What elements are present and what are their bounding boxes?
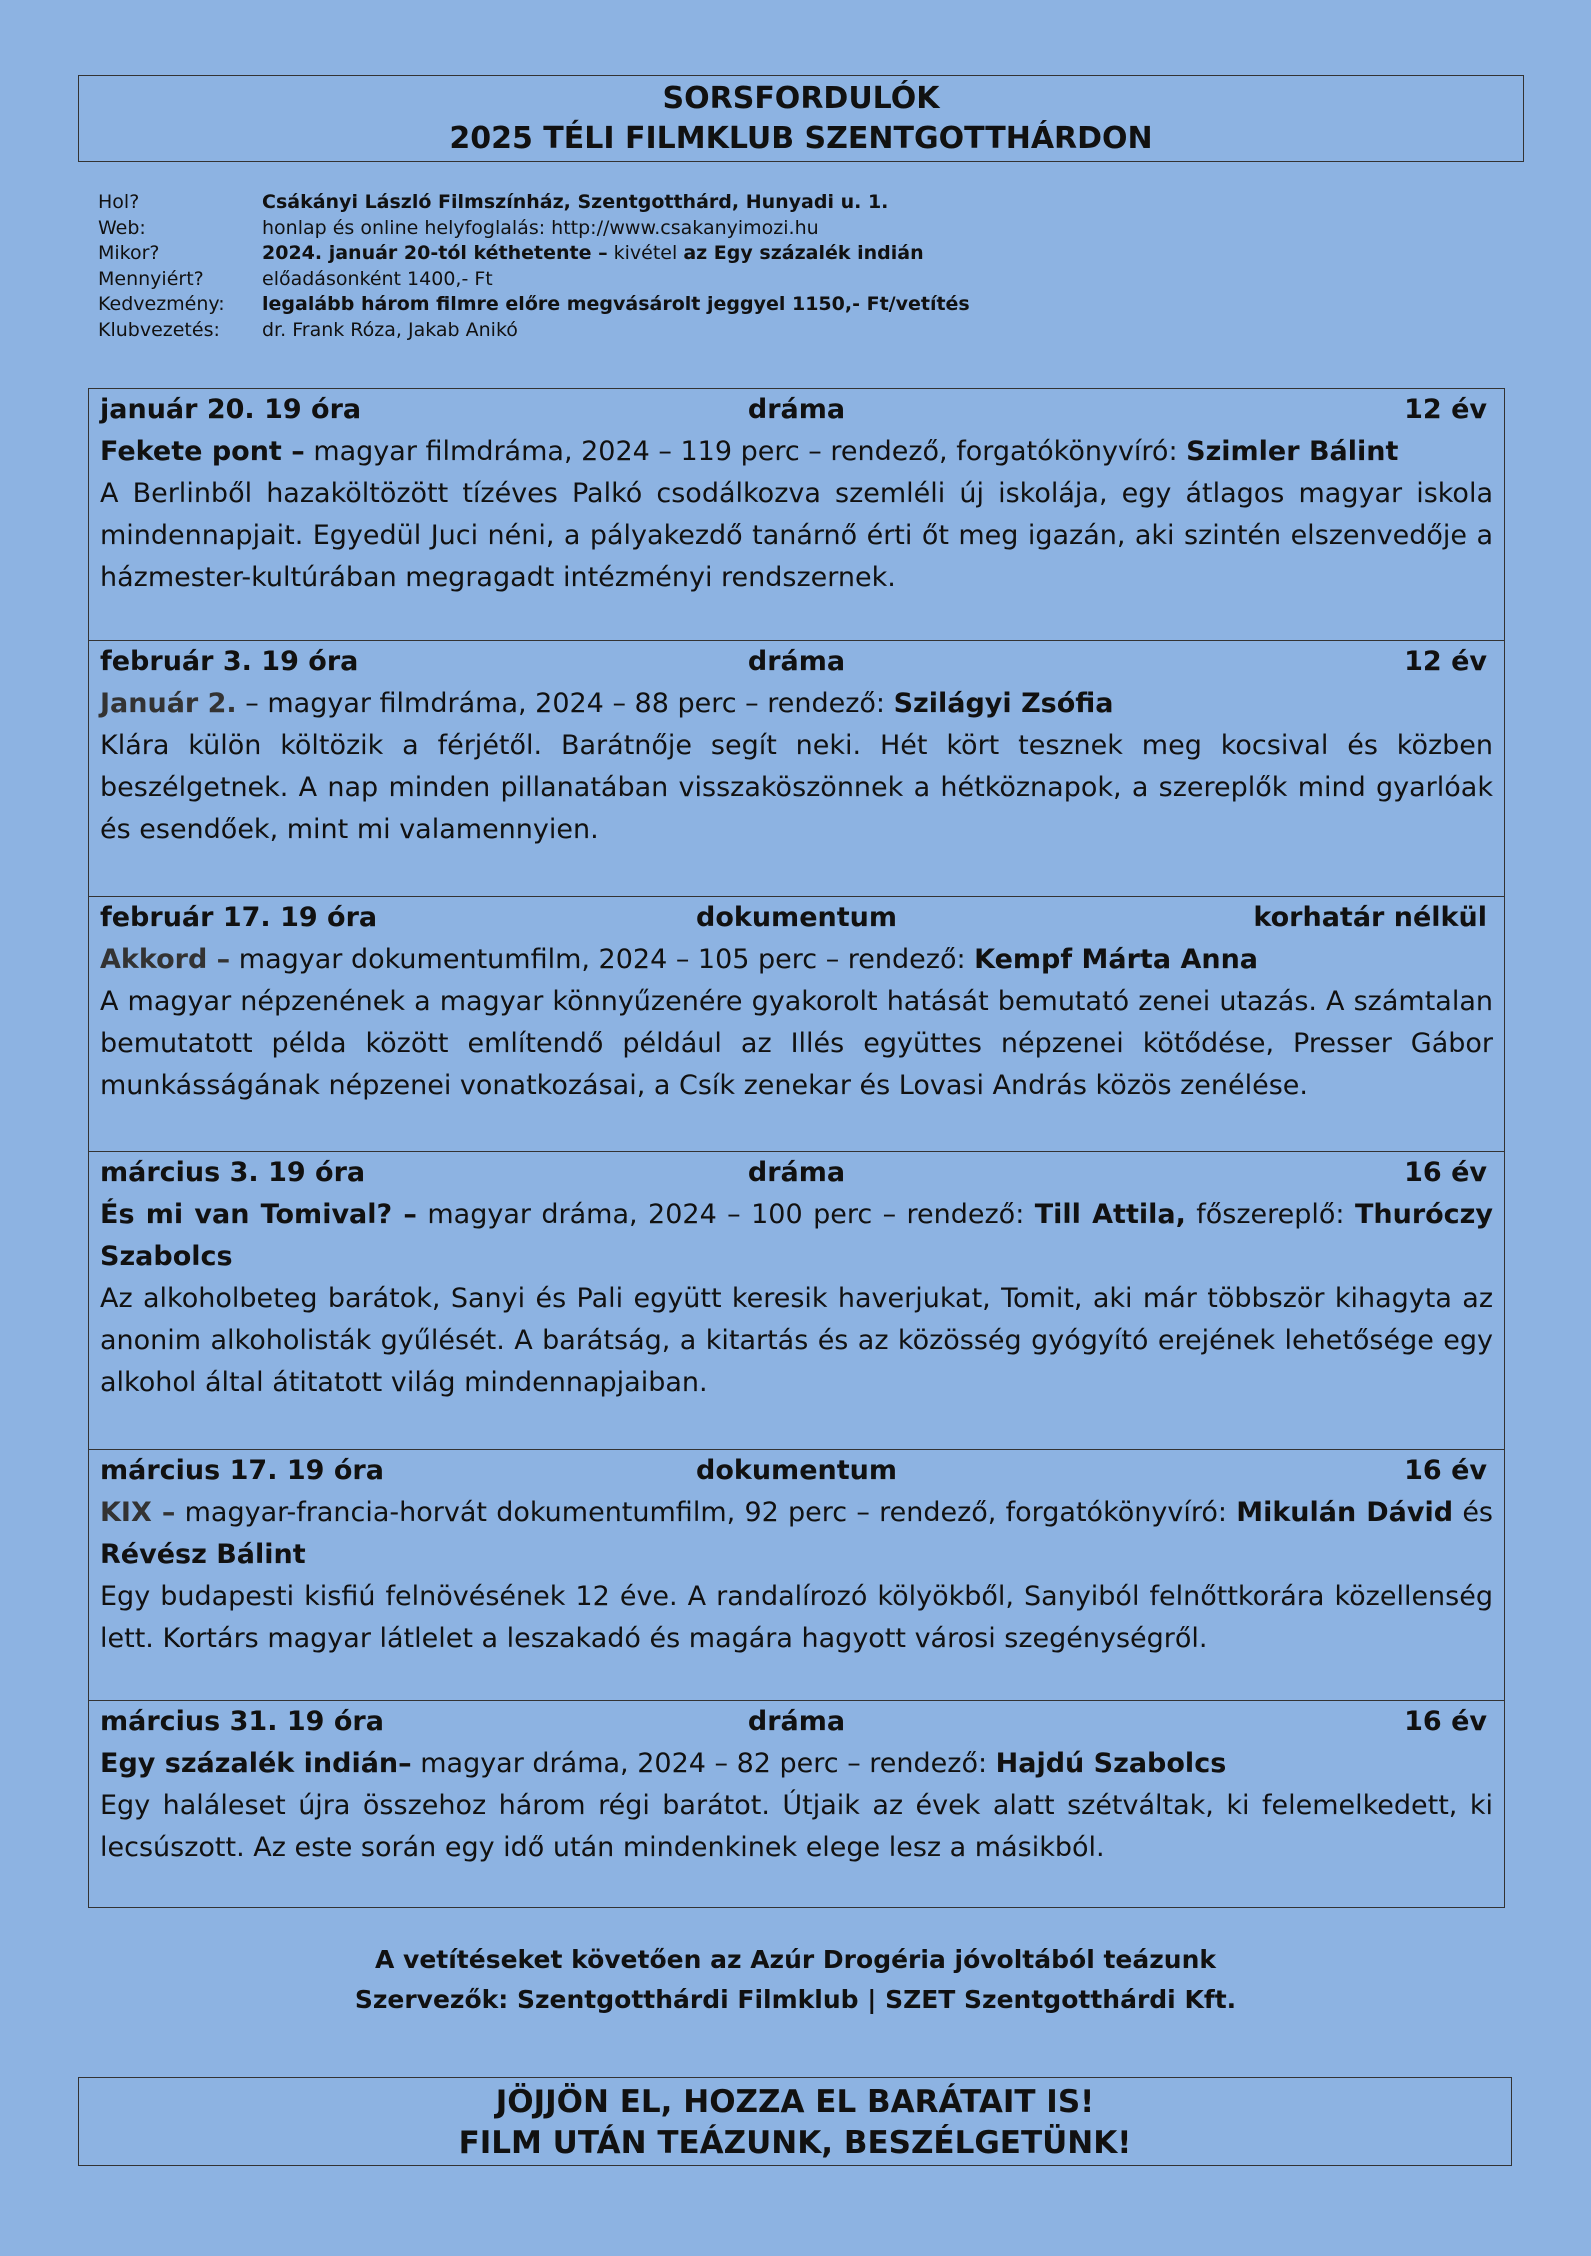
event-date: február 3. 19 óra xyxy=(100,646,359,677)
info-value: Csákányi László Filmszínház, Szentgotthárd, Hunyadi u. 1. xyxy=(262,191,889,213)
sponsor-line: A vetítéseket követően az Azúr Drogéria jóvoltából teázunk xyxy=(374,1945,1217,1974)
event-header xyxy=(100,641,1493,683)
info-value: előadásonként 1400,- Ft xyxy=(262,267,493,290)
info-value: legalább három filmre előre megvásárolt jeggyel 1150,- Ft/vetítés xyxy=(262,293,970,315)
event-age-rating: 12 év xyxy=(1404,394,1487,425)
title-line-2: 2025 TÉLI FILMKLUB SZENTGOTTHÁRDON xyxy=(449,121,1153,156)
event-title-line xyxy=(100,1194,1493,1278)
info-block xyxy=(98,190,1398,343)
event-age-rating: 12 év xyxy=(1404,646,1487,677)
event-extra-label: főszereplő: xyxy=(1185,1199,1355,1230)
event-director: Mikulán Dávid xyxy=(1236,1497,1454,1528)
event-date: március 31. 19 óra xyxy=(100,1706,384,1737)
event-age-rating: 16 év xyxy=(1404,1455,1487,1486)
event-description: Klára külön költözik a férjétől. Barátnője segít neki. Hét kört tesznek meg kocsival és közben beszélgetnek. A nap minden pillanatában visszaköszönnek a hétköznapok, a szereplők mind gyarlóak és esendőek, mint mi valamennyien. xyxy=(100,730,1493,845)
event-description: Egy haláleset újra összehoz három régi barátot. Útjaik az évek alatt szétváltak, ki felemelkedett, ki lecsúszott. Az este során egy idő után mindenkinek elege lesz a másikból. xyxy=(100,1790,1493,1863)
event-date: március 3. 19 óra xyxy=(100,1157,366,1188)
footer-note xyxy=(0,1940,1591,2020)
event-description: Egy budapesti kisfiú felnövésének 12 éve. A randalírozó kölyökből, Sanyiból felnőttkorára közellenség lett. Kortárs magyar látlelet a leszakadó és magára hagyott városi szegénységről. xyxy=(100,1581,1493,1654)
event-title-line xyxy=(100,683,1493,725)
info-label: Kedvezmény: xyxy=(98,293,225,315)
event-entry xyxy=(89,1700,1504,1906)
info-value xyxy=(262,241,924,267)
event-header xyxy=(100,1450,1493,1492)
event-director: Szimler Bálint xyxy=(1186,436,1399,467)
event-description: A Berlinből hazaköltözött tízéves Palkó csodálkozva szemléli új iskolája, egy átlagos magyar iskola mindennapjait. Egyedül Juci néni, a pályakezdő tanárnő érti őt meg igazán, aki szintén elszenvedője a házmester-kultúrában megragadt intézményi rendszernek. xyxy=(100,478,1493,593)
info-row-when xyxy=(98,241,1398,267)
event-director: Kempf Márta Anna xyxy=(974,944,1259,975)
event-title-line xyxy=(100,1743,1493,1785)
event-title: Január 2. xyxy=(100,688,237,719)
event-lead-actor: Thuróczy Szabolcs xyxy=(100,1199,1493,1272)
info-label: Mennyiért? xyxy=(98,267,204,290)
info-label: Klubvezetés: xyxy=(98,318,220,341)
event-genre: dokumentum xyxy=(696,1455,897,1486)
cta-line-2: FILM UTÁN TEÁZUNK, BESZÉLGETÜNK! xyxy=(458,2125,1132,2161)
event-extra-label: és xyxy=(1453,1497,1493,1528)
event-header xyxy=(100,1152,1493,1194)
event-genre: dokumentum xyxy=(696,902,897,933)
event-header xyxy=(100,897,1493,939)
info-label: Hol? xyxy=(98,191,140,213)
info-row-leaders xyxy=(98,318,1398,344)
event-entry xyxy=(89,389,1504,640)
schedule-table xyxy=(88,388,1505,1908)
event-header xyxy=(100,1701,1493,1743)
event-genre: dráma xyxy=(747,1706,846,1737)
event-description: Az alkoholbeteg barátok, Sanyi és Pali együtt keresik haverjukat, Tomit, aki már többször kihagyta az anonim alkoholisták gyűlését. A barátság, a kitartás és az közösség gyógyító erejének lehetősége egy alkohol által átitatott világ mindennapjaiban. xyxy=(100,1283,1493,1398)
info-label: Web: xyxy=(98,216,146,239)
info-value: honlap és online helyfoglalás: http://www.csakanyimozi.hu xyxy=(262,216,819,239)
event-entry xyxy=(89,1449,1504,1700)
event-date: március 17. 19 óra xyxy=(100,1455,384,1486)
event-director: Till Attila, xyxy=(1034,1199,1186,1230)
event-entry xyxy=(89,1151,1504,1449)
event-entry xyxy=(89,640,1504,896)
event-meta: magyar filmdráma, 2024 – 119 perc – rendező, forgatókönyvíró: xyxy=(304,436,1187,467)
event-meta: magyar-francia-horvát dokumentumfilm, 92 perc – rendező, forgatókönyvíró: xyxy=(175,1497,1237,1528)
event-title-line xyxy=(100,1492,1493,1576)
event-entry xyxy=(89,896,1504,1151)
info-row-where xyxy=(98,190,1398,216)
info-row-web xyxy=(98,216,1398,242)
event-title: Akkord – xyxy=(100,944,231,975)
event-age-rating: korhatár nélkül xyxy=(1253,902,1487,933)
info-row-discount xyxy=(98,292,1398,318)
event-title-line xyxy=(100,939,1493,981)
event-meta: – magyar filmdráma, 2024 – 88 perc – rendező: xyxy=(236,688,894,719)
page-title xyxy=(78,75,1524,162)
event-title: Egy százalék indián– xyxy=(100,1748,412,1779)
event-title: KIX – xyxy=(100,1497,176,1528)
event-date: február 17. 19 óra xyxy=(100,902,378,933)
info-value-normal: kivétel xyxy=(607,242,684,264)
info-value: dr. Frank Róza, Jakab Anikó xyxy=(262,318,518,341)
info-value-bold: az Egy százalék indián xyxy=(683,242,924,264)
event-genre: dráma xyxy=(747,646,846,677)
event-meta: magyar dráma, 2024 – 100 perc – rendező: xyxy=(416,1199,1035,1230)
event-director: Hajdú Szabolcs xyxy=(995,1748,1227,1779)
event-co-director: Révész Bálint xyxy=(100,1539,306,1570)
event-director: Szilágyi Zsófia xyxy=(893,688,1114,719)
info-label: Mikor? xyxy=(98,242,160,264)
event-age-rating: 16 év xyxy=(1404,1157,1487,1188)
event-genre: dráma xyxy=(747,394,846,425)
info-row-price xyxy=(98,267,1398,293)
event-age-rating: 16 év xyxy=(1404,1706,1487,1737)
event-header xyxy=(100,389,1493,431)
title-line-1: SORSFORDULÓK xyxy=(662,81,940,116)
cta-line-1: JÖJJÖN EL, HOZZA EL BARÁTAIT IS! xyxy=(495,2084,1095,2120)
info-value-bold: 2024. január 20-tól kéthetente – xyxy=(262,242,608,264)
event-title-line xyxy=(100,431,1493,473)
event-genre: dráma xyxy=(747,1157,846,1188)
organizers-line: Szervezők: Szentgotthárdi Filmklub | SZET Szentgotthárdi Kft. xyxy=(354,1985,1237,2014)
call-to-action xyxy=(78,2077,1512,2166)
event-meta: magyar dráma, 2024 – 82 perc – rendező: xyxy=(411,1748,996,1779)
event-description: A magyar népzenének a magyar könnyűzenére gyakorolt hatását bemutató zenei utazás. A számtalan bemutatott példa között említendő például az Illés együttes népzenei kötődése, Presser Gábor munkásságának népzenei vonatkozásai, a Csík zenekar és Lovasi András közös zenélése. xyxy=(100,986,1493,1101)
event-title: És mi van Tomival? – xyxy=(100,1199,417,1230)
event-meta: magyar dokumentumfilm, 2024 – 105 perc – rendező: xyxy=(230,944,975,975)
event-date: január 20. 19 óra xyxy=(100,394,362,425)
event-title: Fekete pont – xyxy=(100,436,305,467)
